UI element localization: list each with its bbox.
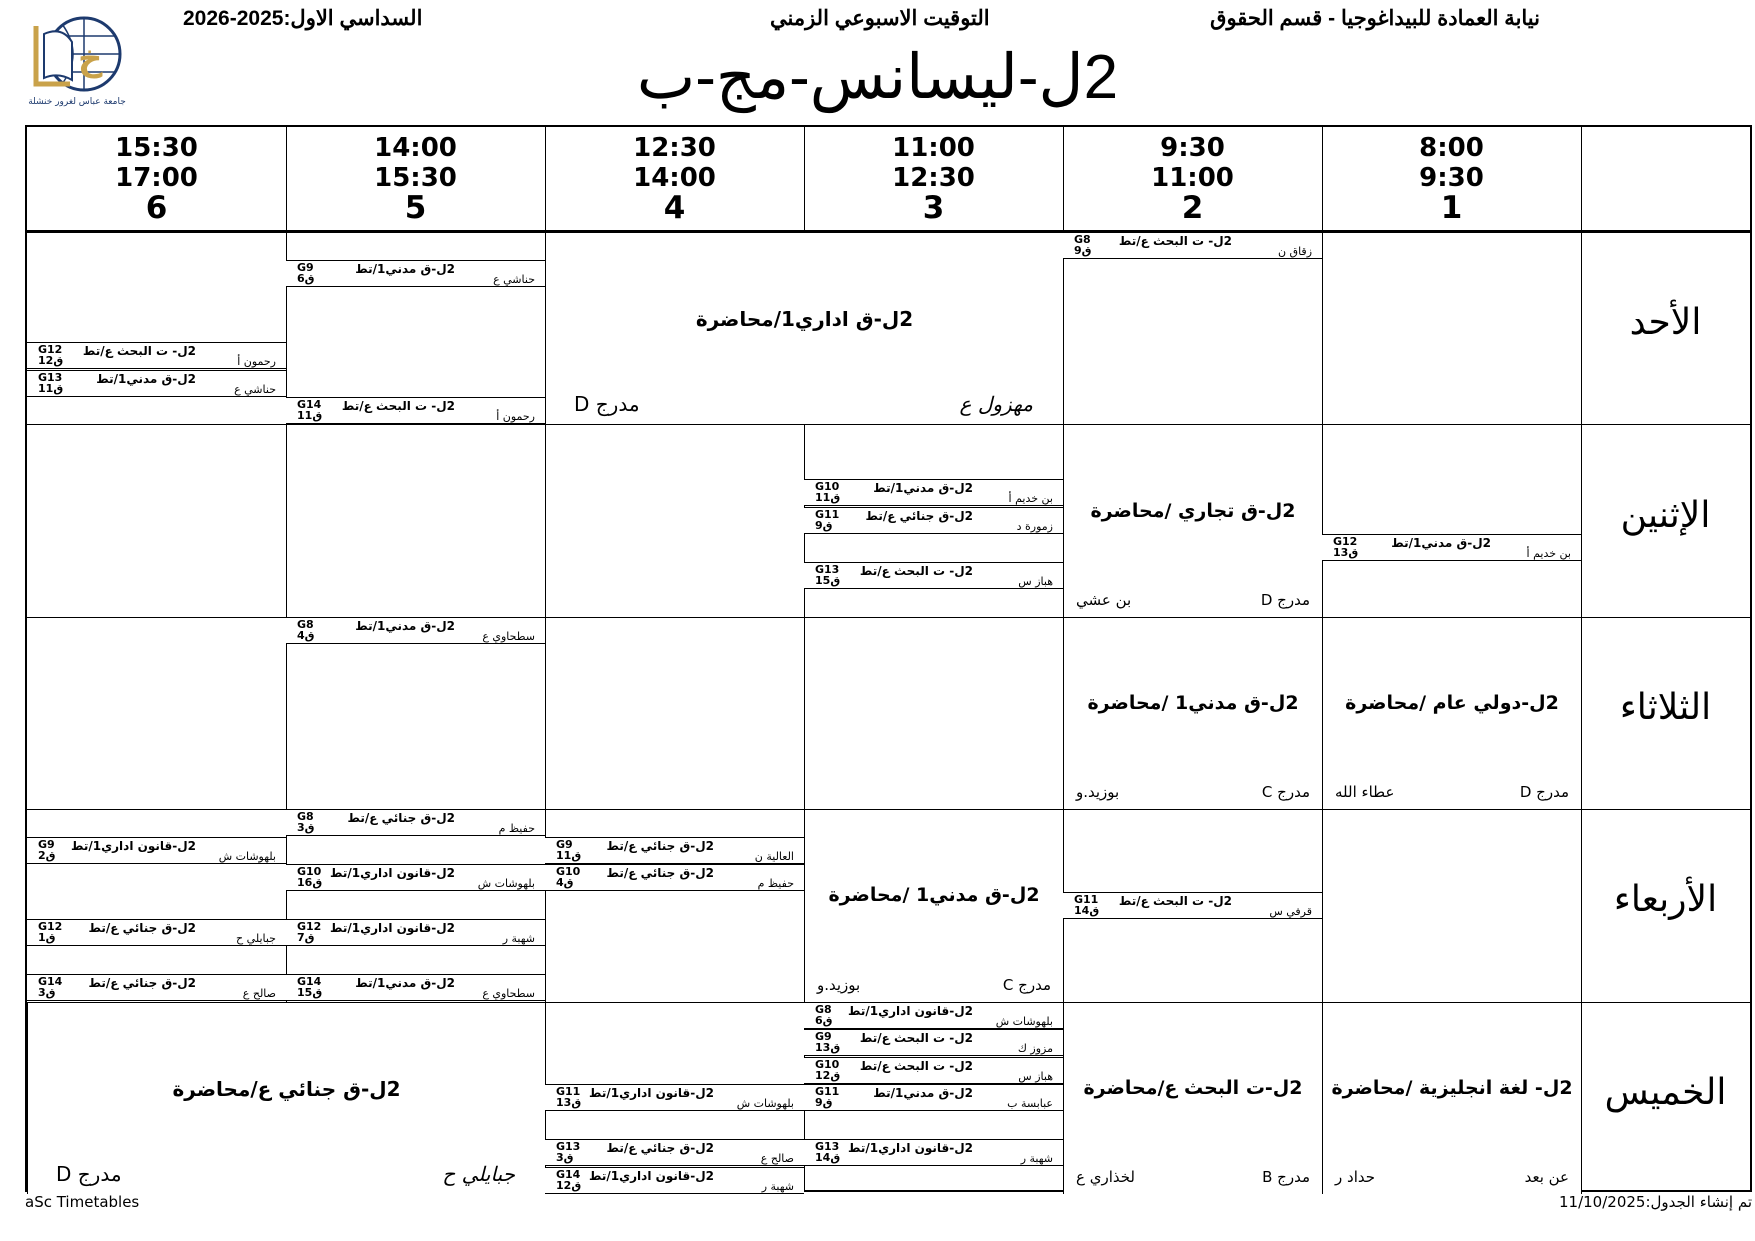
group-label: G8 bbox=[1074, 233, 1091, 246]
session-teacher: صالح ع bbox=[760, 1152, 794, 1166]
day-label: الإثنين bbox=[1620, 494, 1711, 536]
group-label: G10 bbox=[297, 865, 322, 879]
group-session[interactable] bbox=[545, 864, 804, 891]
group-label: G13 bbox=[815, 1140, 840, 1154]
group-session[interactable] bbox=[545, 1084, 804, 1111]
group-session[interactable] bbox=[286, 617, 545, 644]
group-label: G9 bbox=[815, 1030, 832, 1044]
lecture-cell[interactable] bbox=[545, 233, 1064, 424]
room-label: ق15 bbox=[815, 573, 841, 587]
room-label: ق11 bbox=[815, 491, 841, 505]
session-subject: 2ل- ت البحث ع/تط bbox=[1118, 893, 1232, 908]
lecture-subject: 2ل-ق جنائي ع/محاضرة bbox=[172, 1076, 401, 1101]
day-label: الأحد bbox=[1629, 302, 1702, 344]
session-subject: 2ل-قانون اداري1/تط bbox=[330, 921, 455, 936]
session-teacher: قرفي س bbox=[1269, 904, 1312, 918]
session-teacher: زقاق ن bbox=[1277, 245, 1312, 258]
group-label: G8 bbox=[297, 810, 314, 824]
session-subject: 2ل-ق مدني1/تط bbox=[873, 1086, 973, 1101]
period-header bbox=[27, 133, 286, 226]
period-start: 8:00 bbox=[1419, 133, 1484, 163]
period-start: 11:00 bbox=[892, 133, 975, 163]
room-label: ق13 bbox=[1333, 546, 1359, 560]
room-label: ق6 bbox=[297, 271, 315, 285]
group-label: G9 bbox=[556, 837, 573, 851]
group-label: G10 bbox=[815, 1057, 840, 1071]
session-subject: 2ل-ق جنائي ع/تط bbox=[88, 976, 196, 991]
session-teacher: حفيظ م bbox=[498, 822, 535, 836]
lecture-cell[interactable] bbox=[27, 1003, 546, 1194]
lecture-teacher: عطاء الله bbox=[1335, 783, 1395, 802]
lecture-subject: 2ل-ق مدني1 /محاضرة bbox=[828, 884, 1040, 907]
group-label: G12 bbox=[1333, 535, 1358, 549]
day-label: الثلاثاء bbox=[1619, 687, 1712, 728]
session-teacher: بن خديم أ bbox=[1526, 547, 1571, 561]
session-teacher: بلهوشات ش bbox=[218, 849, 276, 863]
session-subject: 2ل-قانون اداري1/تط bbox=[71, 838, 196, 853]
session-teacher: شهبة ر bbox=[1020, 1152, 1053, 1166]
period-number: 5 bbox=[404, 190, 427, 226]
svg-text:خ: خ bbox=[78, 39, 103, 79]
session-teacher: شهبة ر bbox=[502, 932, 535, 946]
session-teacher: مزوز ك bbox=[1017, 1042, 1053, 1056]
lecture-room: مدرج D bbox=[1260, 590, 1310, 609]
room-label: ق4 bbox=[556, 876, 574, 890]
period-end: 17:00 bbox=[115, 163, 198, 193]
session-teacher: سطحاوي ع bbox=[482, 987, 535, 1001]
room-label: ق6 bbox=[815, 1013, 833, 1027]
period-header bbox=[1322, 133, 1581, 226]
group-label: G8 bbox=[815, 1002, 832, 1016]
session-subject: 2ل-ق مدني1/تط bbox=[873, 481, 973, 496]
group-session[interactable] bbox=[545, 1167, 804, 1194]
room-label: ق3 bbox=[297, 821, 315, 835]
session-teacher: بلهوشات ش bbox=[736, 1097, 794, 1111]
semester-heading: السداسي الاول:2025-2026 bbox=[183, 7, 423, 30]
session-teacher: صالح ع bbox=[242, 987, 276, 1001]
lecture-cell[interactable] bbox=[1322, 618, 1582, 809]
room-label: ق11 bbox=[38, 381, 64, 395]
period-start: 12:30 bbox=[633, 133, 716, 163]
period-start: 14:00 bbox=[374, 133, 457, 163]
group-session[interactable] bbox=[804, 1002, 1063, 1029]
period-header bbox=[1063, 133, 1322, 226]
room-label: ق15 bbox=[297, 986, 323, 1000]
room-label: ق11 bbox=[297, 409, 323, 422]
session-teacher: حناشي ع bbox=[234, 382, 276, 396]
group-label: G12 bbox=[297, 920, 322, 934]
group-session[interactable] bbox=[804, 507, 1063, 534]
lecture-teacher: بن عشي bbox=[1076, 590, 1132, 609]
group-label: G9 bbox=[38, 837, 55, 851]
group-session[interactable] bbox=[804, 1057, 1063, 1084]
lecture-room: مدرج C bbox=[1261, 783, 1310, 802]
room-label: ق9 bbox=[815, 1096, 833, 1110]
lecture-cell[interactable] bbox=[1063, 1003, 1323, 1194]
lecture-teacher: بوزيد.و bbox=[1076, 783, 1120, 802]
session-teacher: جبايلي ح bbox=[236, 932, 276, 946]
room-label: ق16 bbox=[297, 876, 323, 890]
room-label: ق2 bbox=[38, 848, 56, 862]
lecture-cell[interactable] bbox=[1063, 425, 1323, 616]
session-teacher: زمورة د bbox=[1016, 519, 1053, 533]
period-number: 3 bbox=[922, 190, 945, 226]
session-subject: 2ل-ق مدني1/تط bbox=[355, 976, 455, 991]
group-session[interactable] bbox=[804, 1084, 1063, 1111]
lecture-cell[interactable] bbox=[1063, 618, 1323, 809]
lecture-room: مدرج D bbox=[1519, 783, 1569, 802]
session-subject: 2ل-ق مدني1/تط bbox=[355, 261, 455, 276]
period-number: 6 bbox=[145, 190, 168, 226]
lecture-cell[interactable] bbox=[804, 810, 1064, 1001]
session-subject: 2ل-ق مدني1/تط bbox=[96, 371, 196, 386]
group-session[interactable] bbox=[1063, 892, 1322, 919]
room-label: ق14 bbox=[1074, 903, 1100, 917]
period-end: 15:30 bbox=[374, 163, 457, 193]
lecture-teacher: بوزيد.و bbox=[817, 975, 861, 994]
session-teacher: هباز س bbox=[1018, 1069, 1053, 1083]
period-number: 1 bbox=[1440, 190, 1463, 226]
room-label: ق12 bbox=[38, 354, 64, 367]
created-date: تم إنشاء الجدول:11/10/2025 bbox=[1559, 1193, 1752, 1211]
group-session[interactable] bbox=[27, 370, 286, 397]
institution-heading: نيابة العمادة للبيداغوجيا - قسم الحقوق bbox=[1210, 7, 1540, 30]
session-subject: 2ل-ق جنائي ع/تط bbox=[606, 838, 714, 853]
session-subject: 2ل-قانون اداري1/تط bbox=[848, 1003, 973, 1018]
group-label: G12 bbox=[38, 343, 63, 356]
lecture-subject: 2ل-ق تجاري /محاضرة bbox=[1090, 499, 1296, 522]
group-label: G13 bbox=[815, 562, 840, 576]
group-session[interactable] bbox=[286, 919, 545, 946]
lecture-room: مدرج B bbox=[1262, 1167, 1310, 1186]
class-title: 2ل-ليسانس-مج-ب bbox=[636, 43, 1119, 112]
session-subject: 2ل-ق مدني1/تط bbox=[355, 618, 455, 633]
group-label: G11 bbox=[815, 507, 840, 521]
group-session[interactable] bbox=[804, 1029, 1063, 1056]
session-subject: 2ل- ت البحث ع/تط bbox=[341, 399, 455, 413]
lecture-cell[interactable] bbox=[1322, 1003, 1582, 1194]
session-subject: 2ل- ت البحث ع/تط bbox=[859, 1058, 973, 1073]
period-start: 9:30 bbox=[1160, 133, 1225, 163]
session-teacher: رحمون أ bbox=[496, 410, 535, 423]
group-session[interactable] bbox=[286, 864, 545, 891]
group-session[interactable] bbox=[804, 562, 1063, 589]
group-session[interactable] bbox=[1063, 232, 1322, 259]
session-subject: 2ل-ق جنائي ع/تط bbox=[347, 811, 455, 826]
group-label: G12 bbox=[38, 920, 63, 934]
lecture-teacher: مهزول ع bbox=[959, 392, 1033, 417]
room-label: ق3 bbox=[38, 986, 56, 1000]
lecture-room: عن بعد bbox=[1524, 1167, 1569, 1186]
group-session[interactable] bbox=[286, 809, 545, 836]
group-session[interactable] bbox=[27, 342, 286, 369]
lecture-teacher: لخذاري ع bbox=[1076, 1167, 1135, 1186]
period-end: 11:00 bbox=[1151, 163, 1234, 193]
day-divider bbox=[27, 424, 1750, 425]
session-subject: 2ل-قانون اداري1/تط bbox=[330, 866, 455, 881]
room-label: ق12 bbox=[556, 1178, 582, 1192]
session-teacher: رحمون أ bbox=[237, 355, 276, 368]
session-teacher: حناشي ع bbox=[493, 272, 535, 286]
session-teacher: بلهوشات ش bbox=[995, 1014, 1053, 1028]
group-label: G14 bbox=[297, 975, 322, 989]
group-session[interactable] bbox=[27, 837, 286, 864]
session-teacher: العالية ن bbox=[754, 849, 794, 863]
session-subject: 2ل-ق جنائي ع/تط bbox=[88, 921, 196, 936]
group-label: G13 bbox=[556, 1140, 581, 1154]
session-subject: 2ل- ت البحث ع/تط bbox=[859, 1031, 973, 1046]
lecture-room: مدرج C bbox=[1002, 975, 1051, 994]
session-subject: 2ل- ت البحث ع/تط bbox=[82, 344, 196, 358]
group-session[interactable] bbox=[27, 974, 286, 1001]
lecture-room: مدرج D bbox=[56, 1161, 122, 1186]
period-number: 4 bbox=[663, 190, 686, 226]
timetable-grid bbox=[25, 125, 1752, 1192]
session-subject: 2ل- ت البحث ع/تط bbox=[859, 563, 973, 578]
group-label: G11 bbox=[1074, 892, 1099, 906]
day-label: الأربعاء bbox=[1613, 879, 1718, 921]
room-label: ق1 bbox=[38, 931, 56, 945]
period-end: 9:30 bbox=[1419, 163, 1484, 193]
group-label: G10 bbox=[556, 865, 581, 879]
room-label: ق4 bbox=[297, 628, 315, 642]
group-label: G13 bbox=[38, 370, 63, 384]
period-start: 15:30 bbox=[115, 133, 198, 163]
room-label: ق3 bbox=[556, 1151, 574, 1165]
session-teacher: شهبة ر bbox=[761, 1179, 794, 1193]
group-label: G14 bbox=[297, 398, 322, 411]
session-teacher: سطحاوي ع bbox=[482, 629, 535, 643]
room-label: ق7 bbox=[297, 931, 315, 945]
room-label: ق13 bbox=[815, 1041, 841, 1055]
group-session[interactable] bbox=[545, 837, 804, 864]
session-subject: 2ل-قانون اداري1/تط bbox=[848, 1141, 973, 1156]
session-subject: 2ل-ق جنائي ع/تط bbox=[606, 866, 714, 881]
session-teacher: عبابسة ب bbox=[1007, 1097, 1053, 1111]
room-label: ق9 bbox=[815, 518, 833, 532]
group-label: G8 bbox=[297, 617, 314, 631]
period-header bbox=[804, 133, 1063, 226]
schedule-type-heading: التوقيت الاسبوعي الزمني bbox=[770, 7, 990, 30]
lecture-teacher: حداد ر bbox=[1335, 1167, 1376, 1186]
period-end: 14:00 bbox=[633, 163, 716, 193]
session-subject: 2ل-ق جنائي ع/تط bbox=[606, 1141, 714, 1156]
period-header bbox=[545, 133, 804, 226]
session-teacher: هباز س bbox=[1018, 574, 1053, 588]
group-session[interactable] bbox=[27, 919, 286, 946]
session-subject: 2ل- ت البحث ع/تط bbox=[1118, 234, 1232, 248]
session-subject: 2ل-ق جنائي ع/تط bbox=[865, 508, 973, 523]
room-label: ق11 bbox=[556, 848, 582, 862]
group-label: G11 bbox=[815, 1085, 840, 1099]
session-subject: 2ل-ق مدني1/تط bbox=[1391, 536, 1491, 551]
period-header bbox=[286, 133, 545, 226]
period-end: 12:30 bbox=[892, 163, 975, 193]
group-session[interactable] bbox=[286, 974, 545, 1001]
generator-label: aSc Timetables bbox=[25, 1193, 140, 1211]
lecture-subject: 2ل-ق مدني1 /محاضرة bbox=[1087, 691, 1299, 714]
group-label: G14 bbox=[556, 1167, 581, 1181]
day-label: الخميس bbox=[1604, 1071, 1727, 1113]
lecture-subject: 2ل-ق اداري1/محاضرة bbox=[695, 307, 914, 332]
room-label: ق9 bbox=[1074, 244, 1092, 257]
group-session[interactable] bbox=[1322, 534, 1581, 561]
group-session[interactable] bbox=[804, 479, 1063, 506]
group-session[interactable] bbox=[286, 260, 545, 287]
group-session[interactable] bbox=[545, 1139, 804, 1166]
svg-text:جامعة عباس لغرور خنشلة: جامعة عباس لغرور خنشلة bbox=[28, 97, 126, 107]
session-teacher: حفيظ م bbox=[757, 877, 794, 891]
room-label: ق14 bbox=[815, 1151, 841, 1165]
room-label: ق13 bbox=[556, 1096, 582, 1110]
session-teacher: بلهوشات ش bbox=[477, 877, 535, 891]
period-number: 2 bbox=[1181, 190, 1204, 226]
lecture-subject: 2ل- لغة انجليزية /محاضرة bbox=[1331, 1076, 1573, 1099]
session-subject: 2ل-قانون اداري1/تط bbox=[589, 1086, 714, 1101]
room-label: ق12 bbox=[815, 1068, 841, 1082]
group-label: G10 bbox=[815, 480, 840, 494]
group-label: G11 bbox=[556, 1085, 581, 1099]
group-session[interactable] bbox=[804, 1139, 1063, 1166]
lecture-subject: 2ل-ت البحث ع/محاضرة bbox=[1083, 1076, 1303, 1099]
lecture-subject: 2ل-دولي عام /محاضرة bbox=[1345, 691, 1559, 714]
group-label: G9 bbox=[297, 260, 314, 274]
session-subject: 2ل-قانون اداري1/تط bbox=[589, 1168, 714, 1183]
lecture-teacher: جبايلي ح bbox=[442, 1161, 515, 1186]
group-session[interactable] bbox=[286, 397, 545, 424]
lecture-room: مدرج D bbox=[574, 392, 640, 417]
session-teacher: بن خديم أ bbox=[1008, 492, 1053, 506]
group-label: G14 bbox=[38, 975, 63, 989]
